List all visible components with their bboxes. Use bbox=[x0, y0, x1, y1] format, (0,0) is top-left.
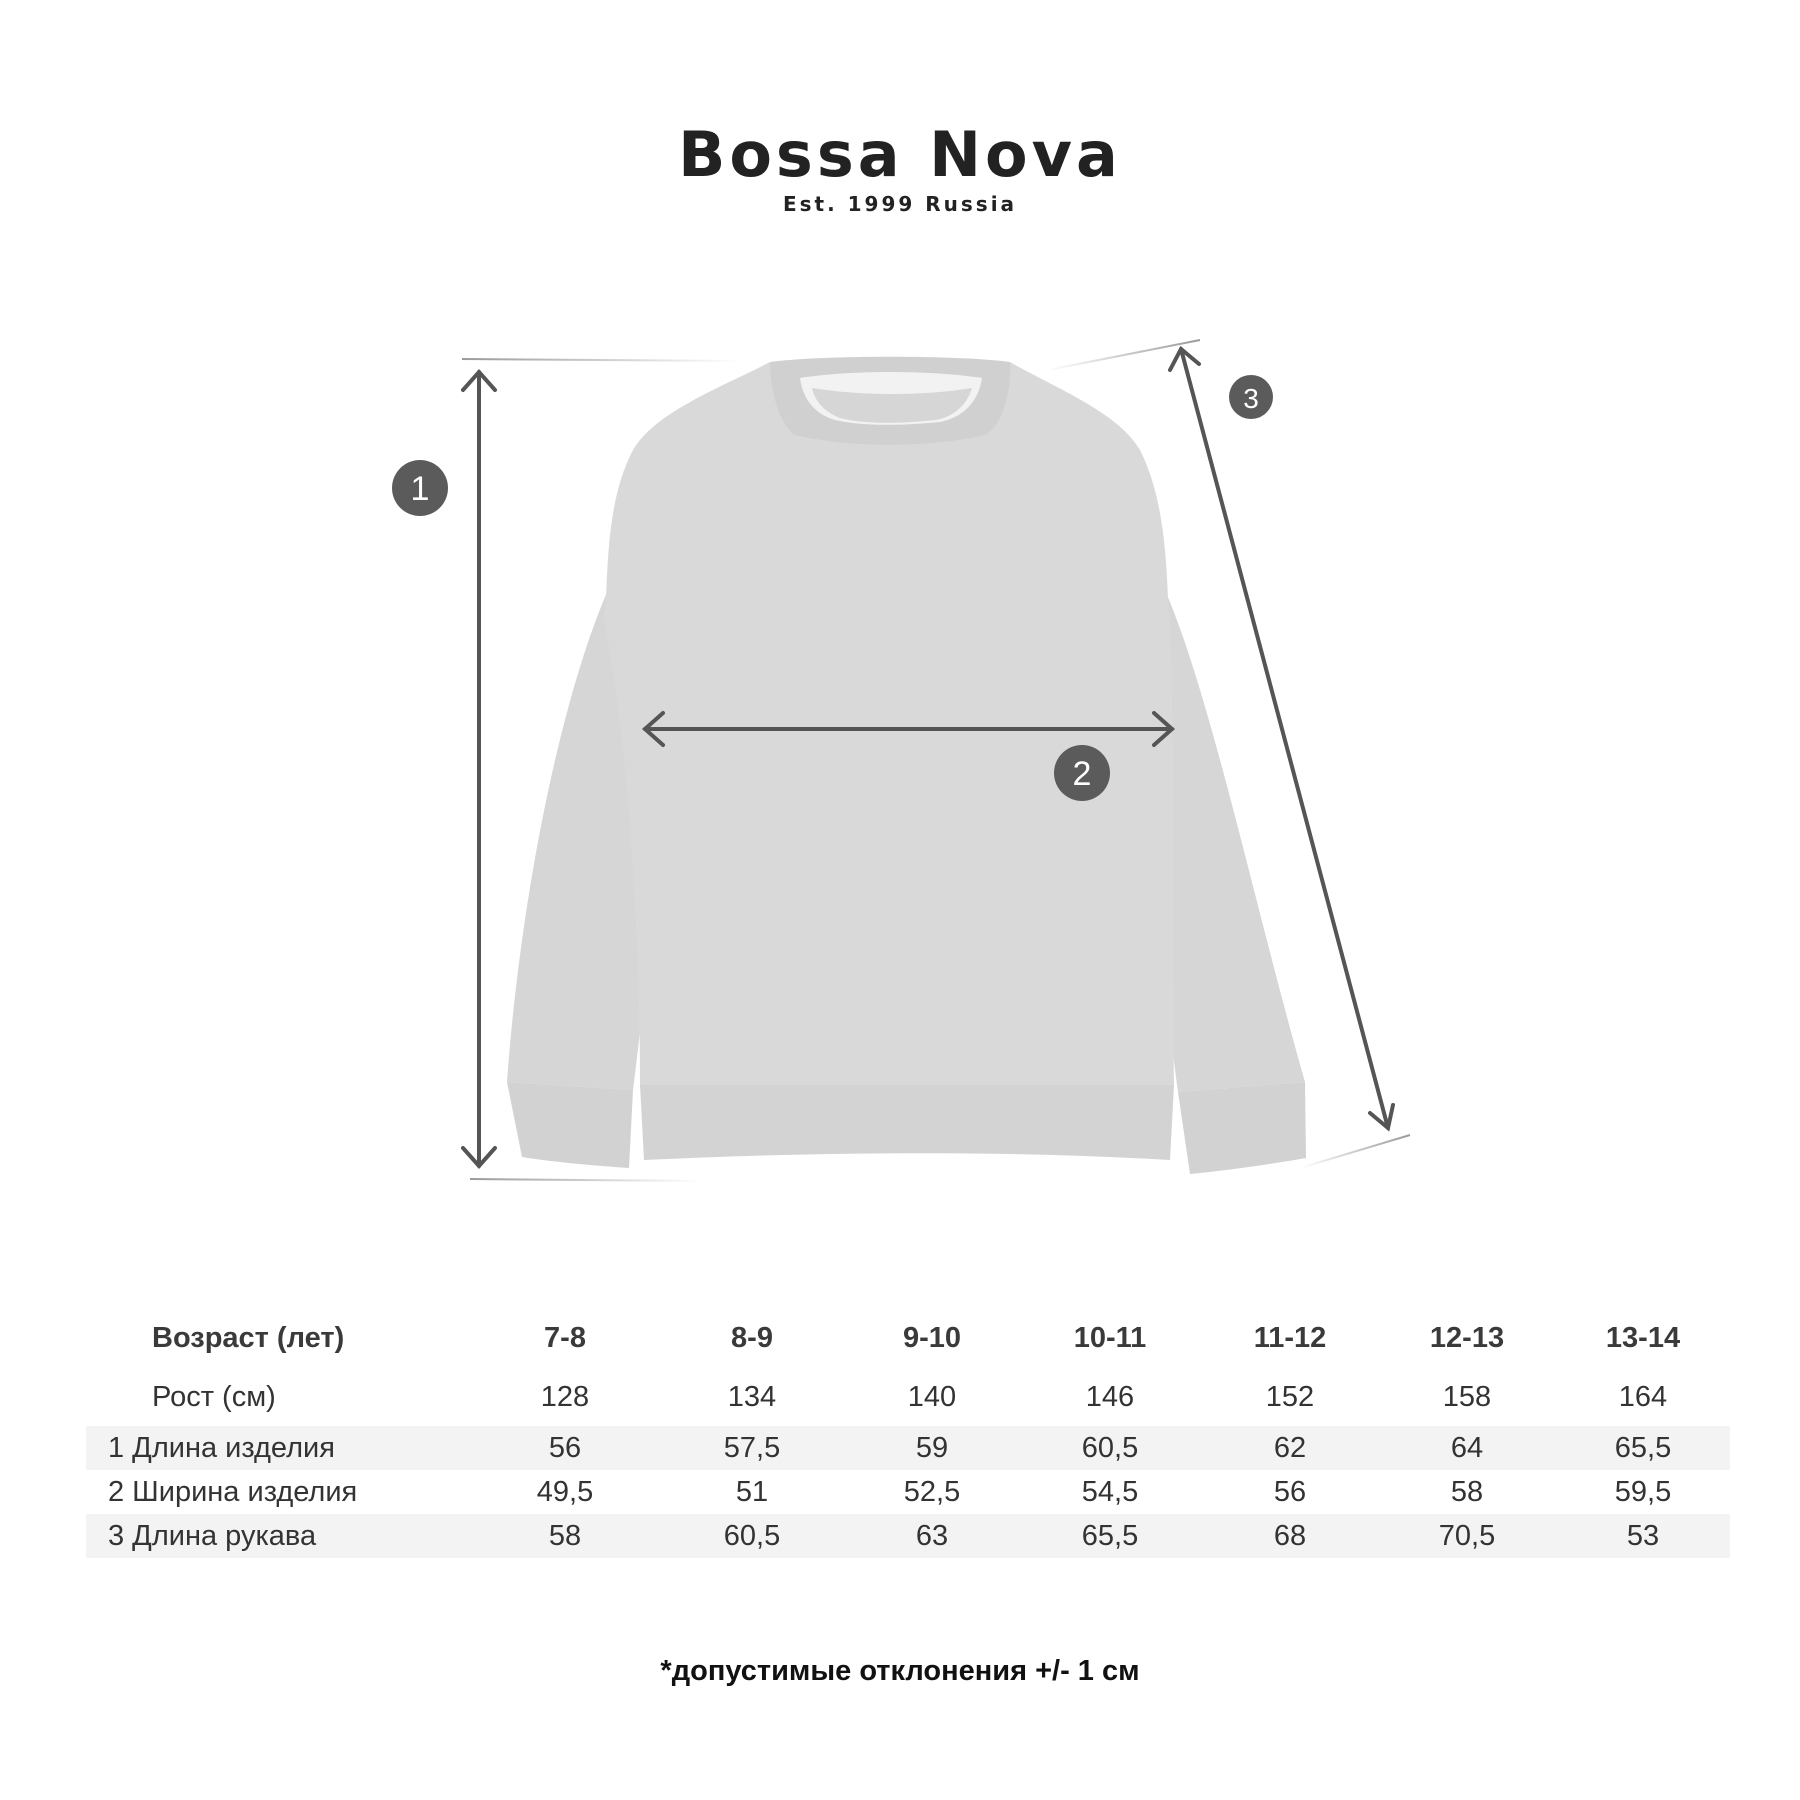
svg-text:2: 2 bbox=[1072, 755, 1092, 793]
row-label: 1 Длина изделия bbox=[86, 1426, 472, 1470]
marker-3-badge bbox=[1229, 375, 1273, 419]
table-cell: 68 bbox=[1202, 1514, 1378, 1558]
table-cell: 60,5 bbox=[658, 1514, 846, 1558]
table-cell: 59,5 bbox=[1614, 1475, 1672, 1508]
marker-1-badge bbox=[392, 460, 448, 516]
guide-line-top-left bbox=[462, 359, 740, 361]
size-header: 9-10 bbox=[902, 1321, 962, 1354]
table-cell: 63 bbox=[846, 1514, 1018, 1558]
table-cell: 54,5 bbox=[1081, 1475, 1139, 1508]
table-cell: 56 bbox=[1273, 1475, 1307, 1508]
tolerance-note: *допустимые отклонения +/- 1 см bbox=[660, 1655, 1140, 1687]
table-row-width bbox=[86, 1470, 1730, 1514]
size-header: 10-11 bbox=[1073, 1321, 1147, 1354]
table-cell: 64 bbox=[1378, 1426, 1556, 1470]
svg-text:3: 3 bbox=[1243, 383, 1259, 414]
table-cell: 51 bbox=[735, 1475, 769, 1508]
svg-text:1: 1 bbox=[410, 470, 430, 508]
brand-tagline: Est. 1999 Russia bbox=[782, 192, 1018, 216]
marker-2-badge bbox=[1054, 745, 1110, 801]
guide-line-bottom-right bbox=[1300, 1135, 1410, 1168]
table-cell: 70,5 bbox=[1378, 1514, 1556, 1558]
table-cell: 52,5 bbox=[903, 1475, 961, 1508]
table-cell: 65,5 bbox=[1018, 1514, 1202, 1558]
arrow-length-icon bbox=[463, 372, 495, 1166]
table-cell: 146 bbox=[1085, 1380, 1135, 1413]
sweatshirt-flat-icon bbox=[507, 357, 1306, 1174]
size-header: 8-9 bbox=[731, 1321, 773, 1354]
table-cell: 128 bbox=[540, 1380, 590, 1413]
table-cell: 158 bbox=[1442, 1380, 1492, 1413]
table-cell: 152 bbox=[1265, 1380, 1315, 1413]
age-label: Возраст (лет) bbox=[152, 1321, 345, 1354]
table-cell: 58 bbox=[472, 1514, 658, 1558]
table-cell: 58 bbox=[1450, 1475, 1484, 1508]
size-chart-table bbox=[86, 1308, 1730, 1558]
brand-logo: Bossa Nova bbox=[678, 118, 1122, 191]
table-cell: 62 bbox=[1202, 1426, 1378, 1470]
table-cell: 134 bbox=[727, 1380, 777, 1413]
table-cell: 164 bbox=[1618, 1380, 1668, 1413]
table-cell: 49,5 bbox=[536, 1475, 594, 1508]
table-row-length bbox=[86, 1426, 1730, 1470]
table-cell: 59 bbox=[846, 1426, 1018, 1470]
size-header: 7-8 bbox=[544, 1321, 586, 1354]
guide-line-bottom-left bbox=[470, 1179, 700, 1181]
table-row-sleeve bbox=[86, 1514, 1730, 1558]
table-cell: 53 bbox=[1556, 1514, 1730, 1558]
size-header: 13-14 bbox=[1605, 1321, 1681, 1354]
table-cell: 60,5 bbox=[1018, 1426, 1202, 1470]
size-header: 11-12 bbox=[1253, 1321, 1327, 1354]
height-label: Рост (см) bbox=[152, 1380, 276, 1413]
table-cell: 56 bbox=[472, 1426, 658, 1470]
table-cell: 140 bbox=[907, 1380, 957, 1413]
table-row-age bbox=[86, 1308, 1730, 1368]
row-label: 3 Длина рукава bbox=[86, 1514, 472, 1558]
row-label: 2 Ширина изделия bbox=[108, 1475, 358, 1508]
table-cell: 57,5 bbox=[658, 1426, 846, 1470]
table-cell: 65,5 bbox=[1556, 1426, 1730, 1470]
table-row-height bbox=[86, 1368, 1730, 1426]
size-header: 12-13 bbox=[1429, 1321, 1505, 1354]
